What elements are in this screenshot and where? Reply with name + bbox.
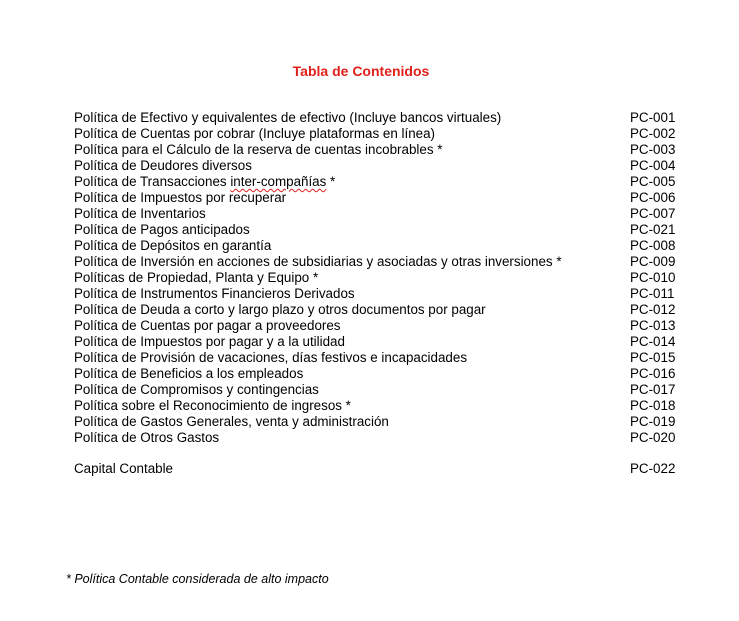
- toc-item-code: PC-012: [630, 302, 676, 317]
- toc-row: [74, 126, 680, 142]
- toc-item-label: Políticas de Propiedad, Planta y Equipo *: [74, 270, 319, 285]
- toc-row: [74, 190, 680, 206]
- toc-row: [74, 158, 680, 174]
- toc-item-code: PC-005: [630, 174, 676, 189]
- table-of-contents: [74, 110, 680, 477]
- toc-item-label: Política para el Cálculo de la reserva de cuentas incobrables *: [74, 142, 443, 157]
- toc-row: [74, 110, 680, 126]
- toc-item-code: PC-008: [630, 238, 676, 253]
- toc-item-code: PC-009: [630, 254, 676, 269]
- toc-item-code: PC-016: [630, 366, 676, 381]
- toc-item-label: Política de Provisión de vacaciones, días festivos e incapacidades: [74, 350, 468, 365]
- toc-row: [74, 174, 680, 190]
- footnote: * Política Contable considerada de alto impacto: [66, 572, 329, 586]
- toc-item-label: Política de Pagos anticipados: [74, 222, 250, 237]
- toc-item-label: Política de Otros Gastos: [74, 430, 220, 445]
- toc-item-label: Política de Gastos Generales, venta y administración: [74, 414, 389, 429]
- toc-row: [74, 366, 680, 382]
- toc-item-code: PC-020: [630, 430, 676, 445]
- toc-item-label: Política de Impuestos por pagar y a la utilidad: [74, 334, 345, 349]
- toc-item-label: Política de Deudores diversos: [74, 158, 252, 173]
- divider: [74, 446, 680, 461]
- toc-row: [74, 238, 680, 254]
- toc-item-code: PC-021: [630, 222, 676, 237]
- toc-item-label: Política de Cuentas por cobrar (Incluye plataformas en línea): [74, 126, 435, 141]
- toc-item-label: Política de Deuda a corto y largo plazo y otros documentos por pagar: [74, 302, 486, 317]
- toc-item-code: PC-015: [630, 350, 676, 365]
- toc-row: [74, 382, 680, 398]
- toc-item-code: PC-014: [630, 334, 676, 349]
- toc-row: [74, 334, 680, 350]
- toc-row: [74, 270, 680, 286]
- toc-row: [74, 142, 680, 158]
- toc-item-code: PC-011: [630, 286, 675, 301]
- toc-item-label: Política de Inventarios: [74, 206, 206, 221]
- toc-item-code: PC-001: [630, 110, 676, 125]
- toc-item-code: PC-004: [630, 158, 676, 173]
- spellcheck-flag: inter-compañías: [230, 174, 327, 189]
- toc-item-label: Política de Depósitos en garantía: [74, 238, 272, 253]
- toc-item-code: PC-018: [630, 398, 676, 413]
- toc-item-code: PC-019: [630, 414, 676, 429]
- toc-item-label: Política sobre el Reconocimiento de ingresos *: [74, 398, 351, 413]
- toc-row: [74, 414, 680, 430]
- toc-row: [74, 286, 680, 302]
- toc-row: [74, 302, 680, 318]
- toc-item-code: PC-022: [630, 461, 676, 476]
- toc-item-label: Política de Instrumentos Financieros Derivados: [74, 286, 355, 301]
- toc-item-label: [74, 174, 335, 190]
- toc-row: [74, 350, 680, 366]
- toc-item-code: PC-017: [630, 382, 676, 397]
- toc-item-label-pre: Política de Transacciones: [74, 174, 231, 189]
- toc-item-code: PC-010: [630, 270, 676, 285]
- page-title: Tabla de Contenidos: [292, 63, 430, 79]
- toc-item-label: Política de Impuestos por recuperar: [74, 190, 287, 205]
- toc-item-label: Capital Contable: [74, 461, 174, 476]
- toc-item-label-post: *: [326, 174, 336, 189]
- toc-row: [74, 318, 680, 334]
- toc-item-code: PC-006: [630, 190, 676, 205]
- toc-item-label: Política de Inversión en acciones de subsidiarias y asociadas y otras inversiones *: [74, 254, 562, 269]
- toc-row: [74, 398, 680, 414]
- toc-item-label: Política de Cuentas por pagar a proveedores: [74, 318, 341, 333]
- toc-item-code: PC-013: [630, 318, 676, 333]
- toc-row: [74, 254, 680, 270]
- toc-row: [74, 222, 680, 238]
- toc-row: [74, 430, 680, 446]
- toc-row-capital: [74, 461, 680, 477]
- toc-item-code: PC-002: [630, 126, 676, 141]
- toc-item-label: Política de Beneficios a los empleados: [74, 366, 304, 381]
- toc-row: [74, 206, 680, 222]
- toc-item-code: PC-007: [630, 206, 676, 221]
- toc-item-code: PC-003: [630, 142, 676, 157]
- toc-item-label: Política de Compromisos y contingencias: [74, 382, 319, 397]
- toc-item-label: Política de Efectivo y equivalentes de efectivo (Incluye bancos virtuales): [74, 110, 502, 125]
